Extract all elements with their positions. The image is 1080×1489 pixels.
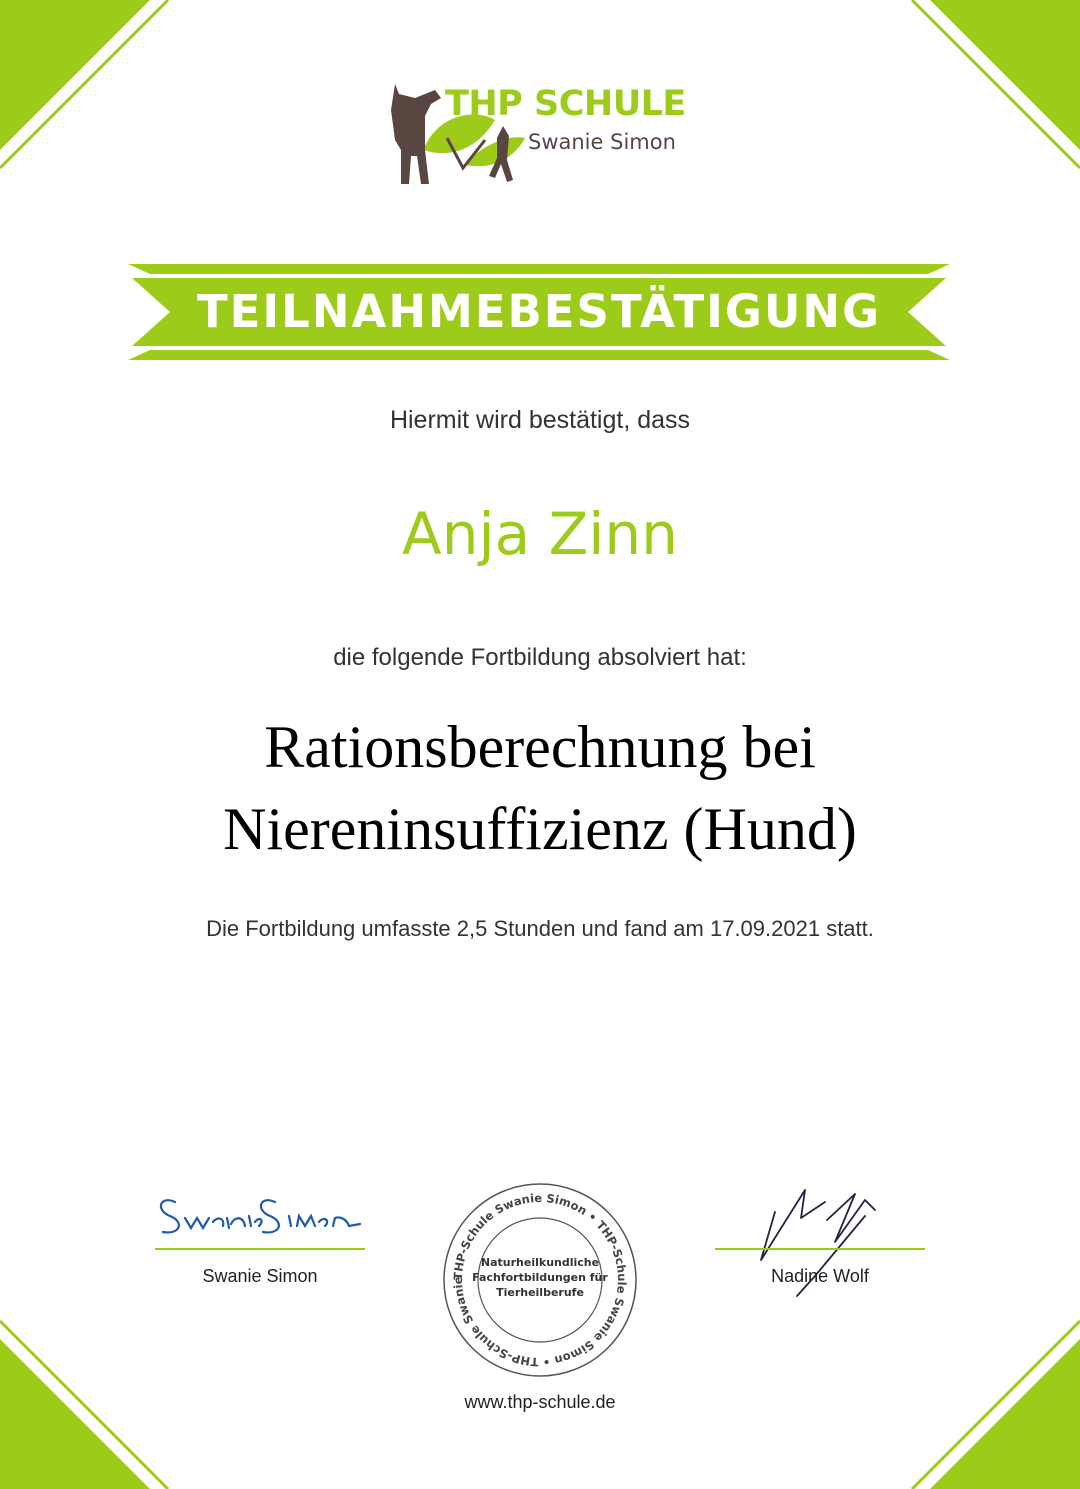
lead-text: die folgende Fortbildung absolviert hat: (333, 644, 747, 671)
course-details: Die Fortbildung umfasste 2,5 Stunden und fand am 17.09.2021 statt. (206, 916, 874, 941)
signatory-name-left: Swanie Simon (202, 1266, 318, 1286)
website-url[interactable]: www.thp-schule.de (464, 1392, 616, 1412)
participant-name: Anja Zinn (402, 500, 678, 568)
corner-decoration-bottom-left (0, 1259, 230, 1489)
seal-text-line-3: Tierheilberufe (496, 1286, 584, 1299)
course-title-line-1: Rationsberechnung bei (264, 714, 816, 780)
seal-text-line-2: Fachfortbildungen für (472, 1271, 608, 1284)
official-seal (440, 1180, 640, 1380)
intro-text: Hiermit wird bestätigt, dass (389, 406, 691, 434)
school-logo (385, 80, 705, 192)
signature-left (155, 1180, 365, 1290)
seal-text-line-1: Naturheilkundliche (480, 1256, 600, 1269)
handwritten-signature-swanie-simon (155, 1180, 365, 1250)
seal-ring-text: THP-Schule Swanie Simon • THP-Schule Swanie Simon • THP-Schule Swanie (450, 1190, 630, 1370)
corner-decoration-top-right (850, 0, 1080, 230)
logo-title: THP SCHULE (445, 84, 686, 124)
logo-subtitle: Swanie Simon (528, 130, 676, 154)
certificate-title: TEILNAHMEBESTÄTIGUNG (196, 285, 882, 338)
course-title-line-2: Niereninsuffizienz (Hund) (223, 796, 857, 862)
signature-right (715, 1180, 925, 1290)
signatory-name-right: Nadine Wolf (771, 1266, 869, 1286)
corner-decoration-top-left (0, 0, 230, 230)
title-banner (128, 264, 950, 360)
course-title (0, 706, 1080, 870)
